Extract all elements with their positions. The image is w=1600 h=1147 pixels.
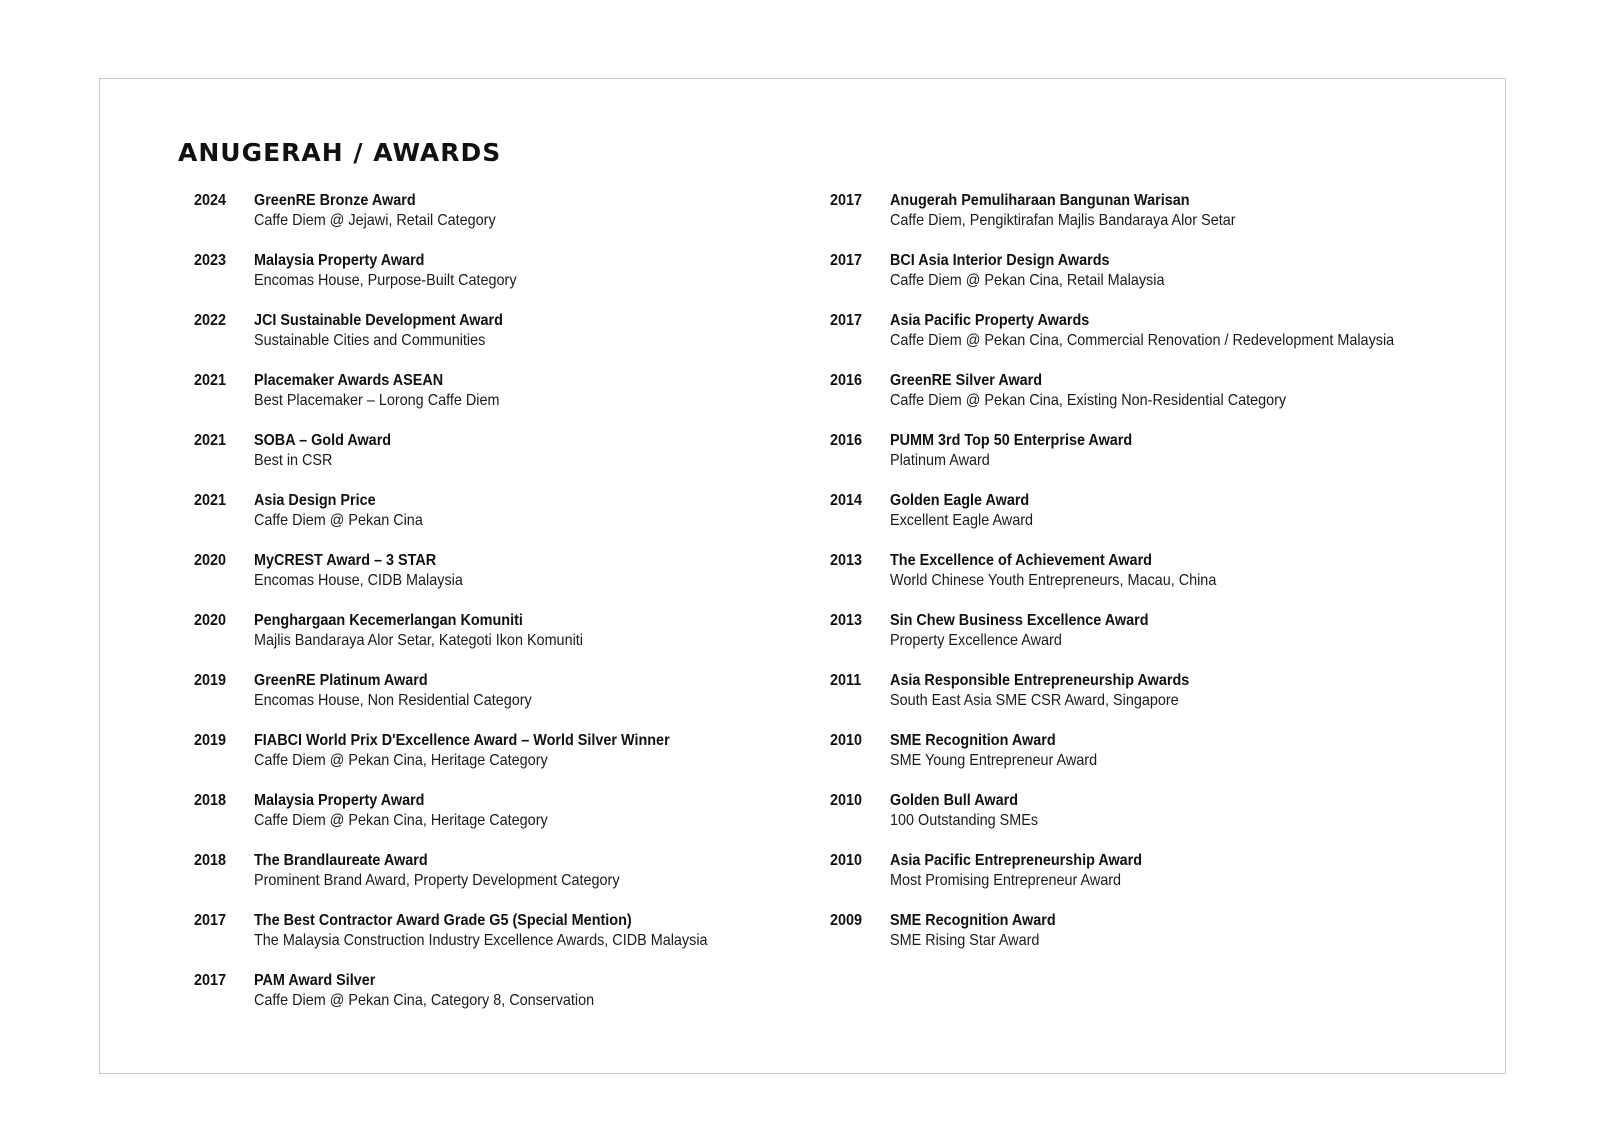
award-name: Malaysia Property Award xyxy=(254,252,425,269)
award-year: 2017 xyxy=(830,312,863,329)
award-text-block xyxy=(890,611,1149,651)
award-year: 2018 xyxy=(194,852,227,869)
award-name: SME Recognition Award xyxy=(890,732,1056,749)
award-name: GreenRE Platinum Award xyxy=(254,672,428,689)
page-title: ANUGERAH / AWARDS xyxy=(178,138,502,167)
award-detail: Caffe Diem @ Pekan Cina xyxy=(254,512,423,529)
award-year: 2010 xyxy=(830,732,863,749)
award-text-block xyxy=(890,491,1033,531)
award-text-block xyxy=(890,911,1056,951)
award-entry xyxy=(830,431,1450,491)
award-name: Golden Bull Award xyxy=(890,792,1019,809)
award-detail: Excellent Eagle Award xyxy=(890,512,1034,529)
award-detail: Caffe Diem @ Pekan Cina, Heritage Category xyxy=(254,752,548,769)
award-entry xyxy=(194,971,758,1031)
award-name: Malaysia Property Award xyxy=(254,792,425,809)
award-year: 2024 xyxy=(194,192,227,209)
award-name: PAM Award Silver xyxy=(254,972,376,989)
award-name: Asia Pacific Property Awards xyxy=(890,312,1090,329)
award-year: 2021 xyxy=(194,432,227,449)
award-entry xyxy=(194,551,758,611)
award-text-block xyxy=(890,311,1394,351)
award-name: SOBA – Gold Award xyxy=(254,432,392,449)
award-detail: Caffe Diem @ Pekan Cina, Retail Malaysia xyxy=(890,272,1165,289)
award-name: Penghargaan Kecemerlangan Komuniti xyxy=(254,612,523,629)
award-text-block xyxy=(254,491,423,531)
award-year: 2013 xyxy=(830,612,863,629)
award-detail: Caffe Diem @ Jejawi, Retail Category xyxy=(254,212,496,229)
award-entry xyxy=(830,371,1450,431)
award-year: 2010 xyxy=(830,792,863,809)
award-text-block xyxy=(254,251,517,291)
award-year: 2017 xyxy=(830,252,863,269)
award-name: Asia Design Price xyxy=(254,492,376,509)
award-entry xyxy=(194,371,758,431)
award-year: 2011 xyxy=(830,672,862,689)
award-detail: Property Excellence Award xyxy=(890,632,1062,649)
award-detail: 100 Outstanding SMEs xyxy=(890,812,1039,829)
award-text-block xyxy=(254,311,503,351)
award-entry xyxy=(830,551,1450,611)
award-text-block xyxy=(254,371,499,411)
award-year: 2018 xyxy=(194,792,227,809)
award-name: FIABCI World Prix D'Excellence Award – World Silver Winner xyxy=(254,732,670,749)
award-text-block xyxy=(890,431,1132,471)
award-name: Sin Chew Business Excellence Award xyxy=(890,612,1149,629)
award-name: Golden Eagle Award xyxy=(890,492,1030,509)
award-name: Placemaker Awards ASEAN xyxy=(254,372,444,389)
award-entry xyxy=(830,311,1450,371)
award-detail: Encomas House, Non Residential Category xyxy=(254,692,532,709)
award-text-block xyxy=(254,611,583,651)
award-text-block xyxy=(254,791,548,831)
award-entry xyxy=(830,251,1450,311)
award-year: 2023 xyxy=(194,252,227,269)
award-text-block xyxy=(890,371,1286,411)
award-year: 2017 xyxy=(194,912,227,929)
award-entry xyxy=(830,791,1450,851)
award-year: 2010 xyxy=(830,852,863,869)
award-text-block xyxy=(890,251,1164,291)
award-detail: Caffe Diem @ Pekan Cina, Category 8, Conservation xyxy=(254,992,595,1009)
award-name: MyCREST Award – 3 STAR xyxy=(254,552,437,569)
award-text-block xyxy=(890,671,1189,711)
award-year: 2016 xyxy=(830,432,863,449)
award-text-block xyxy=(254,191,496,231)
award-name: GreenRE Bronze Award xyxy=(254,192,416,209)
award-entry xyxy=(830,731,1450,791)
award-year: 2016 xyxy=(830,372,863,389)
award-entry xyxy=(194,851,758,911)
award-year: 2013 xyxy=(830,552,863,569)
award-text-block xyxy=(890,791,1038,831)
award-detail: World Chinese Youth Entrepreneurs, Macau, China xyxy=(890,572,1217,589)
award-text-block xyxy=(254,551,463,591)
award-text-block xyxy=(254,731,670,771)
award-entry xyxy=(194,911,758,971)
award-name: JCI Sustainable Development Award xyxy=(254,312,503,329)
award-year: 2021 xyxy=(194,372,227,389)
award-entry xyxy=(830,671,1450,731)
award-detail: Prominent Brand Award, Property Development Category xyxy=(254,872,620,889)
award-detail: Sustainable Cities and Communities xyxy=(254,332,486,349)
award-detail: South East Asia SME CSR Award, Singapore xyxy=(890,692,1179,709)
award-entry xyxy=(194,731,758,791)
awards-column-right xyxy=(830,191,1450,971)
award-name: SME Recognition Award xyxy=(890,912,1056,929)
award-text-block xyxy=(890,551,1216,591)
award-detail: Caffe Diem @ Pekan Cina, Existing Non-Residential Category xyxy=(890,392,1287,409)
award-entry xyxy=(194,191,758,251)
award-entry xyxy=(830,491,1450,551)
award-detail: Majlis Bandaraya Alor Setar, Kategoti Ikon Komuniti xyxy=(254,632,583,649)
award-year: 2022 xyxy=(194,312,227,329)
award-text-block xyxy=(254,911,708,951)
award-entry xyxy=(194,611,758,671)
award-year: 2021 xyxy=(194,492,227,509)
award-detail: Best Placemaker – Lorong Caffe Diem xyxy=(254,392,500,409)
award-text-block xyxy=(890,191,1236,231)
award-detail: Caffe Diem, Pengiktirafan Majlis Bandaraya Alor Setar xyxy=(890,212,1236,229)
award-name: Asia Pacific Entrepreneurship Award xyxy=(890,852,1143,869)
award-year: 2020 xyxy=(194,612,227,629)
award-entry xyxy=(830,191,1450,251)
award-detail: Encomas House, Purpose-Built Category xyxy=(254,272,517,289)
award-entry xyxy=(194,491,758,551)
award-year: 2020 xyxy=(194,552,227,569)
award-name: BCI Asia Interior Design Awards xyxy=(890,252,1110,269)
award-text-block xyxy=(254,431,391,471)
award-detail: Encomas House, CIDB Malaysia xyxy=(254,572,463,589)
award-detail: The Malaysia Construction Industry Excellence Awards, CIDB Malaysia xyxy=(254,932,708,949)
awards-column-left xyxy=(194,191,758,1031)
award-entry xyxy=(830,911,1450,971)
award-detail: Best in CSR xyxy=(254,452,333,469)
award-entry xyxy=(194,431,758,491)
award-name: Anugerah Pemuliharaan Bangunan Warisan xyxy=(890,192,1190,209)
award-entry xyxy=(830,611,1450,671)
award-detail: SME Young Entrepreneur Award xyxy=(890,752,1098,769)
award-detail: Caffe Diem @ Pekan Cina, Commercial Renovation / Redevelopment Malaysia xyxy=(890,332,1395,349)
award-entry xyxy=(194,311,758,371)
award-entry xyxy=(194,671,758,731)
award-name: The Excellence of Achievement Award xyxy=(890,552,1152,569)
award-entry xyxy=(830,851,1450,911)
award-text-block xyxy=(254,851,620,891)
award-text-block xyxy=(254,971,594,1011)
award-year: 2017 xyxy=(830,192,863,209)
award-name: PUMM 3rd Top 50 Enterprise Award xyxy=(890,432,1133,449)
award-name: Asia Responsible Entrepreneurship Awards xyxy=(890,672,1190,689)
award-year: 2019 xyxy=(194,732,227,749)
award-detail: Most Promising Entrepreneur Award xyxy=(890,872,1122,889)
award-name: The Best Contractor Award Grade G5 (Special Mention) xyxy=(254,912,632,929)
award-entry xyxy=(194,251,758,311)
award-detail: SME Rising Star Award xyxy=(890,932,1040,949)
award-name: The Brandlaureate Award xyxy=(254,852,428,869)
award-name: GreenRE Silver Award xyxy=(890,372,1043,389)
award-text-block xyxy=(890,731,1097,771)
award-detail: Platinum Award xyxy=(890,452,990,469)
award-year: 2019 xyxy=(194,672,227,689)
award-year: 2014 xyxy=(830,492,863,509)
award-entry xyxy=(194,791,758,851)
award-detail: Caffe Diem @ Pekan Cina, Heritage Category xyxy=(254,812,548,829)
award-year: 2009 xyxy=(830,912,863,929)
award-year: 2017 xyxy=(194,972,227,989)
award-text-block xyxy=(890,851,1142,891)
award-text-block xyxy=(254,671,532,711)
